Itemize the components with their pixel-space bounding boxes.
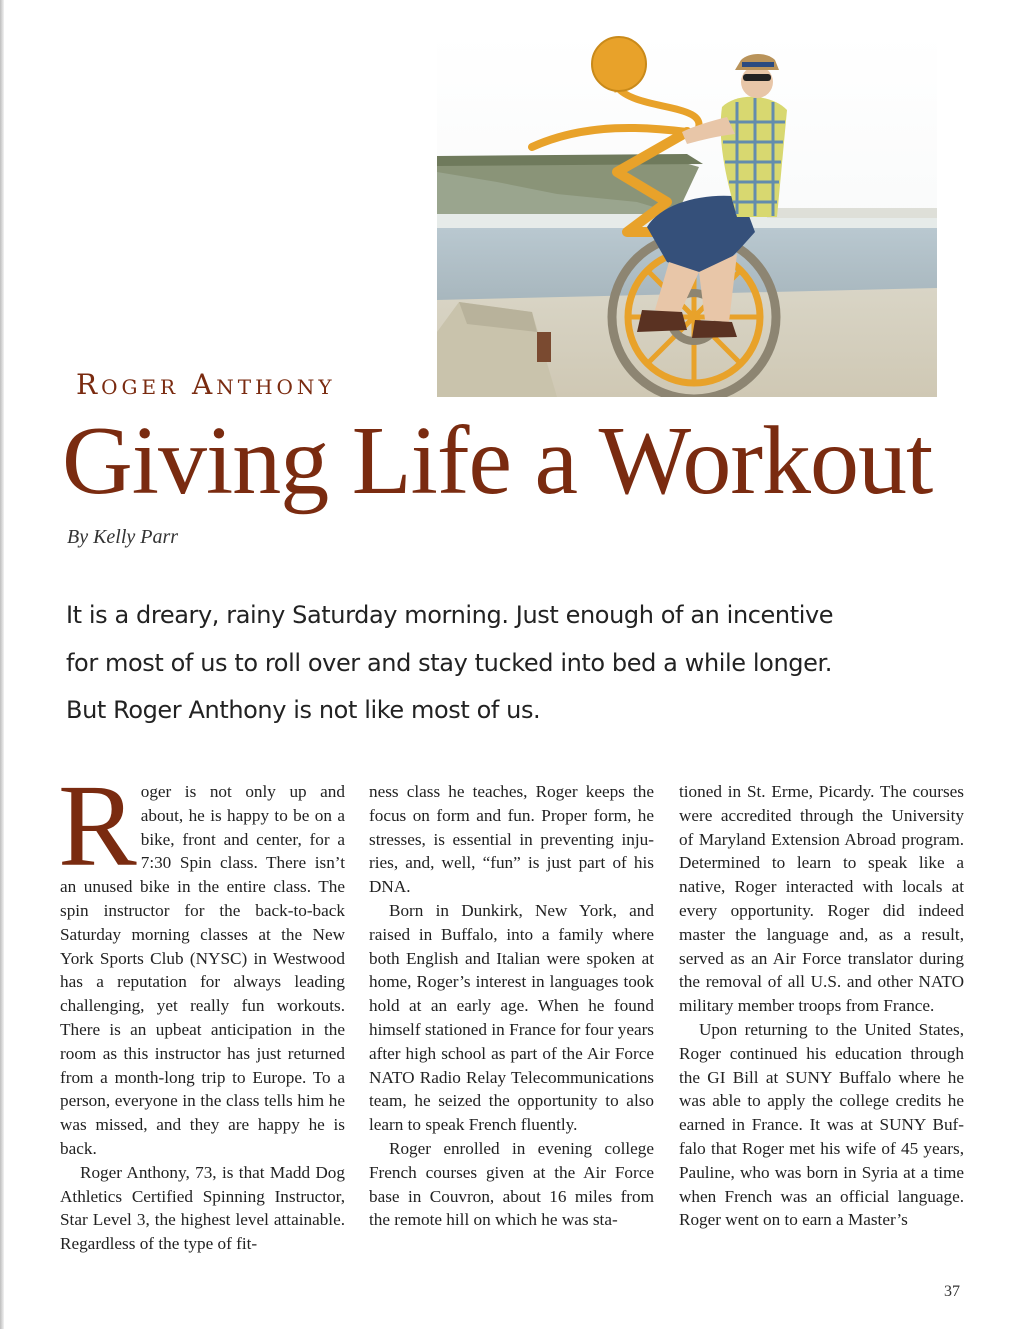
col1-paragraph-1-text: oger is not only up and about, he is happy to be on a bike, front and center, for a 7:30 Spin class. There isn’t an unused bike in the entire class. The spin instructor for the back-to-back Saturday morning classes at the New York Sports Club (NYSC) in Westwood has a reputation for always leading challenging, yet really fun workouts. There is an upbeat anticipation in the room as this instructor has just returned from a month-long trip to Europe. To a person, everyone in the class tells him he was missed, and they are happy he is back. [60, 782, 345, 1158]
hero-photo [437, 32, 937, 397]
hero-photo-illustration [437, 32, 937, 397]
byline: By Kelly Parr [67, 526, 179, 548]
col3-paragraph-2: Upon returning to the United States, Roger continued his education through the GI Bill at SUNY Buffalo where he was able to apply the college credits he earned in France. It was at SUNY Buffalo that Roger met his wife of 45 years, Pauline, who was born in Syria at a time when French was an official language. Roger went on to earn a Master’s [679, 1019, 964, 1230]
col1-paragraph-2: Roger Anthony, 73, is that Madd Dog Athletics Certified Spinning Instructor, Star Level 3, the highest level attainable. Regardless of the type of fit- [60, 1162, 345, 1254]
column-3 [679, 780, 964, 1232]
drop-cap: R [58, 760, 137, 891]
column-1 [58, 760, 345, 1256]
lead-paragraph: It is a dreary, rainy Saturday morning. Just enough of an incentive for most of us to roll over and stay tucked into bed a while longer. But Roger Anthony is not like most of us. [66, 601, 834, 724]
column-2 [369, 780, 654, 1232]
article-title: Giving Life a Workout [62, 407, 933, 515]
col1-paragraph-1 [58, 760, 345, 1161]
col2-paragraph-1: ness class he teaches, Roger keeps the focus on form and fun. Proper form, he stresses, is essential in preventing injuries, and, well, “fun” is just part of his DNA. [369, 782, 654, 897]
page-edge [0, 0, 4, 1329]
col2-paragraph-2: Born in Dunkirk, New York, and raised in Buffalo, into a family where both English and Italian were spoken at home, Roger’s interest in languages took hold at an early age. When he found himself stationed in France for four years after high school as part of the Air Force NATO Radio Relay Telecommunications team, he seized the opportunity to also learn to speak French fluently. [369, 900, 654, 1135]
page-number: 37 [944, 1283, 960, 1300]
article-kicker: Roger Anthony [76, 368, 336, 401]
col2-paragraph-3: Roger enrolled in evening college French courses given at the Air Force base in Couvron, about 16 miles from the remote hill on which he was sta- [369, 1138, 654, 1230]
col3-paragraph-1: tioned in St. Erme, Picardy. The courses were accredited through the University of Maryland Extension Abroad program. Determined to learn to speak like a native, Roger interacted with locals at every opportunity. Roger did indeed master the language and, as a result, served as an Air Force translator during the removal of all U.S. and other NATO military member troops from France. [679, 782, 964, 1016]
